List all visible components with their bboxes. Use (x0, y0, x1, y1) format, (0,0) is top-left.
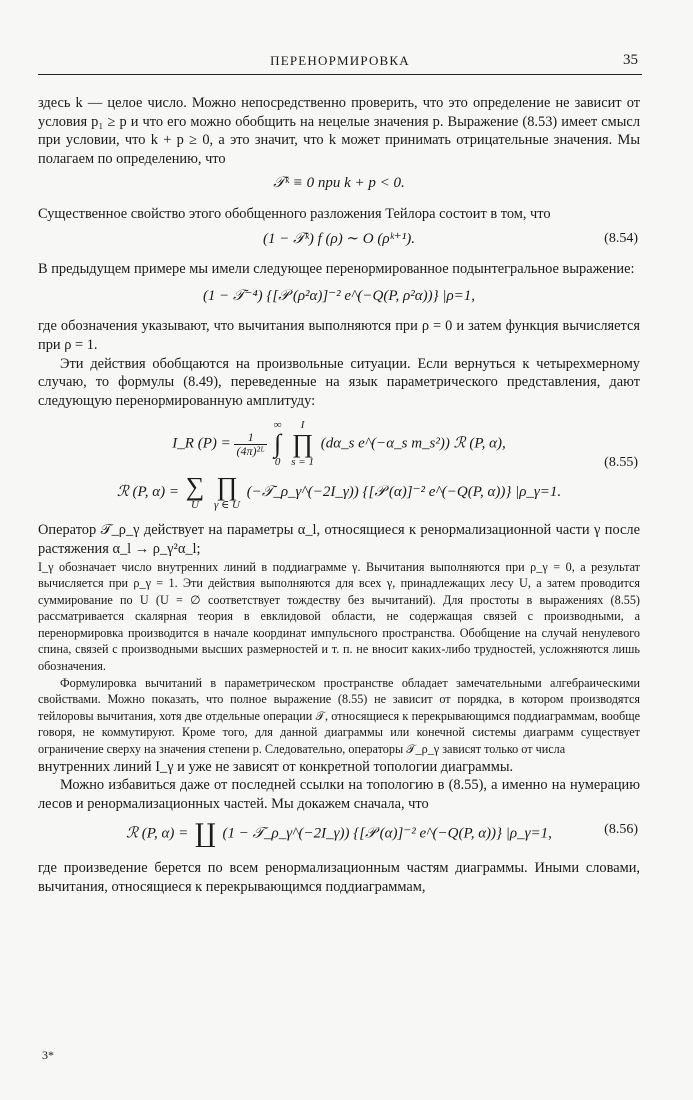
paragraph-10: где произведение берется по всем ренормализационным частям диаграммы. Иными словами, вычитания, относящиеся к перекрывающимся поддиаграммам, (38, 860, 640, 895)
product-sign-2: ∏ γ ∈ U (214, 472, 240, 512)
eq-8-56-rhs: (1 − 𝒯_ρ_γ^(−2I_γ)) {[𝒫 (α)]⁻² e^(−Q(P, α))} |ρ_γ=1, (222, 825, 552, 842)
paragraph-8: Формулировка вычитаний в параметрическом пространстве обладает замечательными алгебраическими свойствами. Можно показать, что полное выражение (8.55) не зависит от порядка, в котором производятся тейлоровы вычитания, хотя две отдельные операции 𝒯, относящиеся к перекрывающимся поддиаграммам, вообще говоря, не коммутируют. Кроме того, для данной диаграммы или конечной системы диаграмм существует ограничение сверху на значения степени p. Следовательно, операторы 𝒯_ρ_γ зависят только от числа (38, 675, 640, 757)
eq-8-55-fraction (234, 431, 266, 458)
page-number: 35 (623, 52, 638, 68)
paragraph-5: Эти действия обобщаются на произвольные ситуации. Если вернуться к четырехмерному случаю, то формулы (8.49), переведенные на язык параметрического представления, дают следующую перенормированную амплитуду: (38, 355, 640, 409)
paragraph-4: где обозначения указывают, что вычитания выполняются при ρ = 0 и затем функция вычисляется при ρ = 1. (38, 318, 640, 353)
running-title: ПЕРЕНОРМИРОВКА (270, 53, 410, 68)
product-sign-3: ∐ (195, 819, 216, 849)
integral-upper-limit: ∞ (273, 419, 282, 432)
signature-mark: 3* (42, 1048, 54, 1062)
paragraph-6: Оператор 𝒯_ρ_γ действует на параметры α_l, относящиеся к ренормализационной части γ после растяжения α_l → ρ_γ²α_l; (38, 522, 640, 557)
page-header (38, 50, 642, 75)
fraction-denominator: (4π)²ᴸ (236, 443, 265, 458)
eq-8-55-line-2-rhs: (−𝒯_ρ_γ^(−2I_γ)) {[𝒫 (α)]⁻² e^(−Q(P, α))} |ρ_γ=1. (246, 484, 562, 501)
product-sign: I ∏ s = 1 (291, 419, 314, 469)
equation-8-55-line-1 (38, 420, 640, 468)
equation-8-54-number: (8.54) (604, 230, 638, 246)
paragraph-7: I_γ обозначает число внутренних линий в поддиаграмме γ. Вычитания выполняются при ρ_γ = 0, а результат вычисляется при ρ_γ = 1. Эти действия выполняются для всех γ, принадлежащих лесу U, а затем проводится суммирование по U (U = ∅ соответствует тождеству без вычитаний). Для простоты в выражениях (8.55) рассматривается скалярная теория в евклидовой области, не содержащая связей с производными, а перенормировка производится в начале координат импульсного пространства. Обобщение на случай ненулевого спина, связей с производными высших размерностей и т. п. не вносит каких-либо трудностей, усложняются лишь обозначения. (38, 559, 640, 674)
eq-8-56-lhs: ℛ (P, α) = (126, 825, 189, 842)
equation-8-55 (38, 420, 640, 511)
integral-sign: ∞ ∫ 0 (273, 419, 282, 469)
formula-taylor-definition: 𝒯ᵏ ≡ 0 при k + p < 0. (273, 175, 405, 192)
paragraph-1: здесь k — целое число. Можно непосредственно проверить, что это определение не зависит от условия p₁ ≥ p и что его можно обобщить на нецелые значения p. Выражение (8.53) имеет смысл при условии, что k + p ≥ 0, а это значит, что k может принимать отрицательные значения. Мы полагаем по определению, что (38, 95, 640, 167)
formula-renormalized-integrand: (1 − 𝒯⁻⁴) {[𝒫 (ρ²α)]⁻² e^(−Q(P, ρ²α))} |ρ=1, (202, 287, 476, 304)
product-2-lower-limit: γ ∈ U (214, 499, 240, 512)
equation-8-55-line-2 (38, 474, 640, 511)
equation-8-56-number: (8.56) (604, 822, 638, 838)
paragraph-2: Существенное свойство этого обобщенного разложения Тейлора состоит в том, что (38, 205, 551, 222)
paragraph-9: Можно избавиться даже от последней ссылки на топологию в (8.55), а именно на нумерацию лесов и ренормализационных частей. Мы докажем сначала, что (38, 777, 640, 812)
eq-8-55-lhs: I_R (P) = (172, 435, 231, 452)
sum-sign: ∑ U (185, 472, 205, 512)
equation-8-54 (38, 230, 640, 249)
product-lower-limit: s = 1 (291, 456, 314, 469)
equation-8-56 (38, 821, 640, 847)
eq-8-55-line-2-lhs: ℛ (P, α) = (116, 484, 179, 501)
integral-lower-limit: 0 (274, 456, 281, 469)
page-body (38, 94, 640, 897)
equation-8-55-number: (8.55) (604, 455, 638, 471)
eq-8-55-line-1-rhs: (dα_s e^(−α_s m_s²)) ℛ (P, α), (320, 435, 506, 452)
product-upper-limit: I (300, 419, 305, 432)
fraction-numerator: 1 (234, 431, 266, 445)
paragraph-3: В предыдущем примере мы имели следующее перенормированное подынтегральное выражение: (38, 261, 635, 278)
equation-8-54-body: (1 − 𝒯ᵏ) f (ρ) ∼ O (ρᵏ⁺¹). (263, 230, 415, 247)
sum-lower-limit: U (191, 499, 199, 512)
paragraph-8-end: внутренних линий I_γ и уже не зависят от конкретной топологии диаграммы. (38, 758, 514, 775)
